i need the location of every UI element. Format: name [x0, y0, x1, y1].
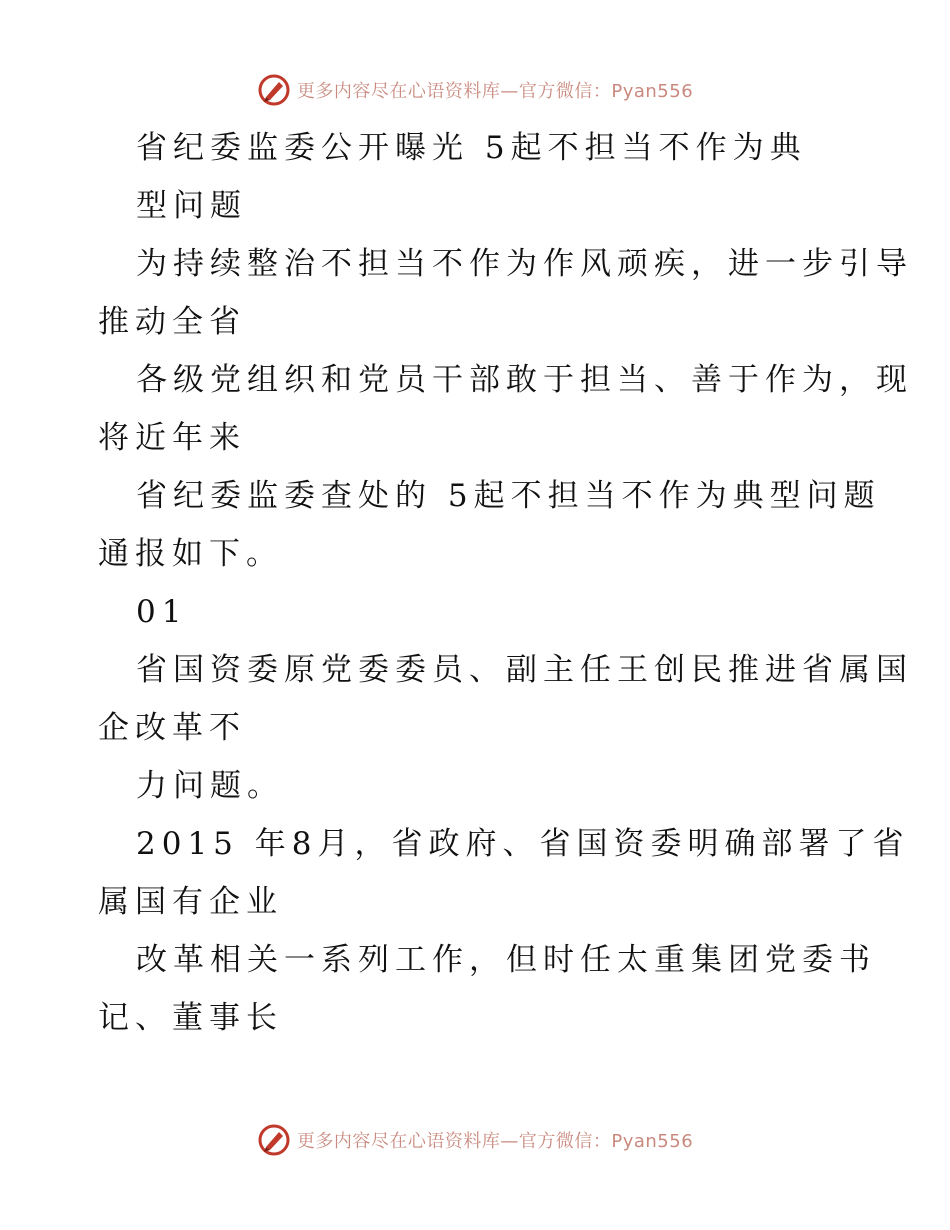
paragraph-line: 各级党组织和党员干部敢于担当、善于作为，现 [136, 362, 913, 398]
paragraph-line: 2015 年8月，省政府、省国资委明确部署了省 [136, 826, 910, 862]
paragraph-line: 省纪委监委查处的 5起不担当不作为典型问题 [136, 478, 881, 514]
paragraph-line: 改革相关一系列工作，但时任太重集团党委书 [136, 942, 876, 978]
pen-logo-icon [257, 73, 291, 107]
paragraph-line: 力问题。 [136, 768, 284, 804]
footer-banner-text: 更多内容尽在心语资料库—官方微信：Pyan556 [296, 1131, 694, 1152]
pen-logo-icon [257, 1123, 291, 1157]
paragraph-line: 为持续整治不担当不作为作风顽疾，进一步引导 [136, 246, 913, 282]
paragraph-line: 记、董事长 [98, 1000, 283, 1036]
paragraph-line: 属国有企业 [98, 884, 283, 920]
doc-title-line-2: 型问题 [136, 188, 247, 224]
paragraph-line: 推动全省 [98, 304, 246, 340]
header-banner [0, 70, 950, 110]
paragraph-line: 将近年来 [98, 420, 246, 456]
paragraph-line: 企改革不 [98, 710, 246, 746]
paragraph-line: 省国资委原党委委员、副主任王创民推进省属国 [136, 652, 913, 688]
paragraph-line: 通报如下。 [98, 536, 283, 572]
doc-title-line-1: 省纪委监委公开曝光 5起不担当不作为典 [136, 130, 807, 166]
header-banner-text: 更多内容尽在心语资料库—官方微信：Pyan556 [296, 81, 694, 102]
footer-banner [0, 1120, 950, 1160]
section-number: 01 [136, 594, 188, 630]
